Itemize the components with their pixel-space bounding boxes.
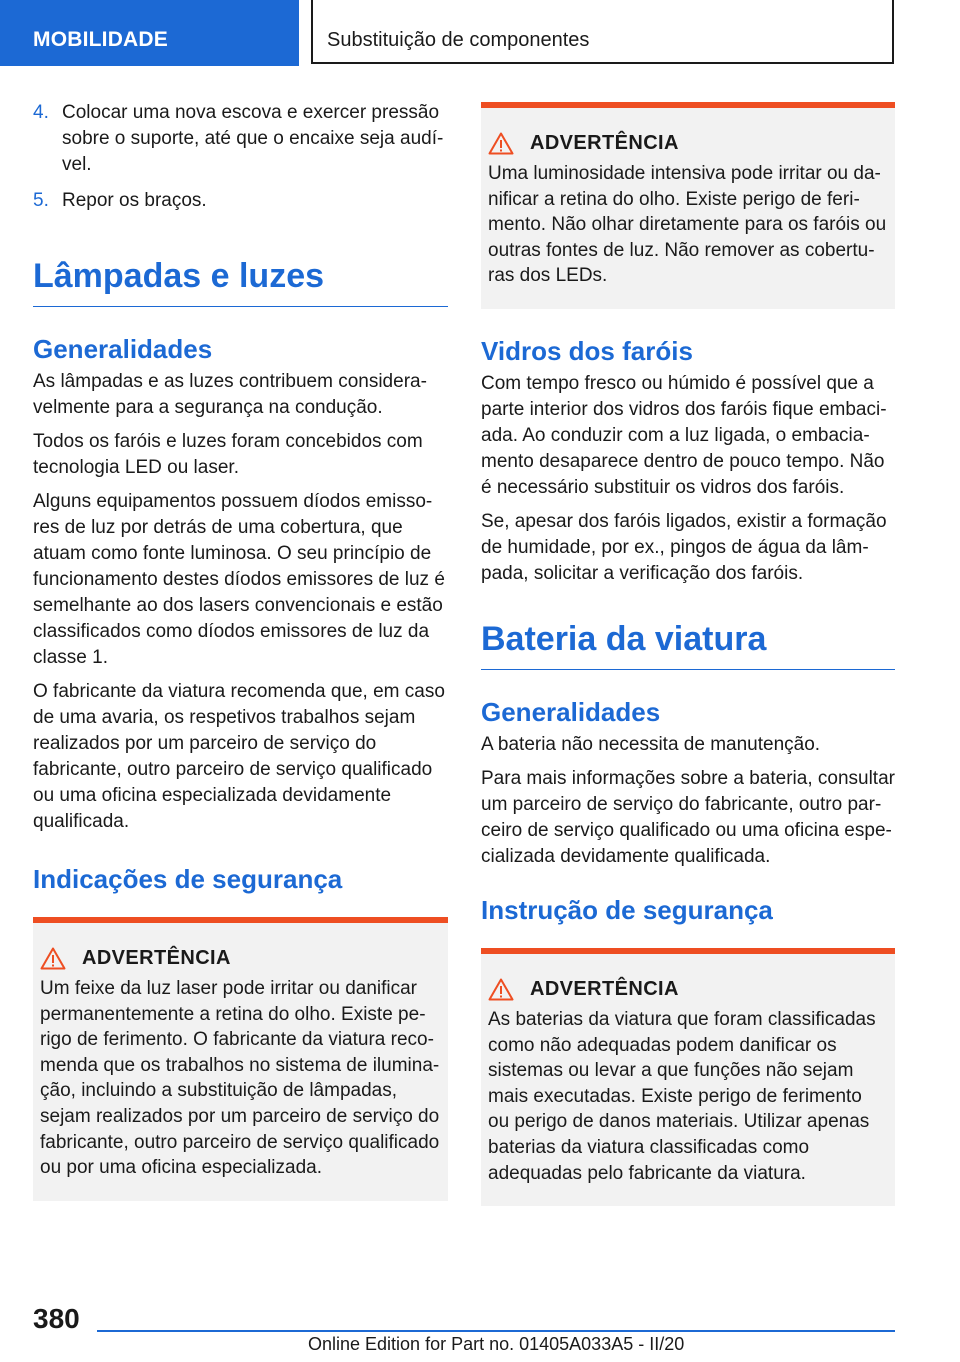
- subheading-safety: Instrução de segurança: [481, 894, 773, 925]
- step-text: Repor os braços.: [62, 190, 207, 211]
- step-number: 5.: [33, 190, 49, 211]
- edition-note: Online Edition for Part no. 01405A033A5 - II/20: [308, 1334, 685, 1354]
- warning-triangle-icon: [40, 947, 66, 970]
- warning-text: As baterias da viatura que foram classificadas como não adequadas podem danificar os sistemas ou levar a que funções não sejam mais executadas. Existe perigo de ferimento ou perigo de danos materiais. Utilizar apenas baterias da viatura classificadas como adequadas pelo fabricante da viatura.: [488, 1008, 876, 1184]
- warning-box: [33, 917, 448, 1201]
- subheading-headlight-glass: Vidros dos faróis: [481, 335, 693, 366]
- warning-box: [481, 948, 895, 1206]
- step-list: [33, 100, 448, 214]
- right-column: [481, 102, 895, 1206]
- paragraph: O fabricante da viatura recomenda que, em caso de uma avaria, os respetivos trabalhos sejam realizados por um parceiro de serviço do fabricante, outro parceiro de serviço qualificado ou uma oficina especializada devidamente qualificada.: [33, 681, 445, 832]
- page-number: 380: [33, 1303, 80, 1334]
- warning-title: ADVERTÊNCIA: [530, 132, 679, 154]
- section-tab: [0, 0, 299, 66]
- warning-header: [488, 978, 887, 1001]
- paragraph: Alguns equipamentos possuem díodos emissores de luz por detrás de uma cobertura, que atuam como fonte luminosa. O seu princípio de funcionamento destes díodos emissores de luz é semelhante ao dos lasers convencionais e estão classificados como díodos emissores de luz da classe 1.: [33, 491, 445, 668]
- warning-header: [40, 947, 440, 970]
- subheading-general: Generalidades: [33, 334, 213, 364]
- warning-title: ADVERTÊNCIA: [530, 977, 679, 1000]
- section-heading-battery: Bateria da viatura: [481, 619, 895, 670]
- left-column: [33, 100, 448, 1201]
- subheading-general: Generalidades: [481, 696, 661, 727]
- section-heading-lamps: Lâmpadas e luzes: [33, 256, 448, 307]
- section-title: MOBILIDADE: [33, 28, 168, 51]
- list-item: [33, 100, 448, 178]
- footer-divider: [97, 1330, 895, 1332]
- warning-text: Uma luminosidade intensiva pode irritar ou danificar a retina do olho. Existe perigo de ferimento. Não olhar diretamente para os faróis ou outras fontes de luz. Não remover as coberturas dos LEDs.: [488, 163, 887, 287]
- paragraph: Para mais informações sobre a bateria, consultar um parceiro de serviço do fabricante, outro parceiro de serviço qualificado ou uma oficina especializada devidamente qualificada.: [481, 767, 895, 867]
- subheading-safety: Indicações de segurança: [33, 864, 343, 894]
- warning-title: ADVERTÊNCIA: [82, 947, 231, 969]
- paragraph: A bateria não necessita de manutenção.: [481, 733, 821, 755]
- paragraph: Se, apesar dos faróis ligados, existir a formação de humidade, por ex., pingos de água da lâmpada, solicitar a verificação dos faróis.: [481, 510, 887, 584]
- paragraph: Todos os faróis e luzes foram concebidos com tecnologia LED ou laser.: [33, 431, 423, 478]
- warning-triangle-icon: [488, 132, 514, 155]
- warning-header: [488, 132, 887, 155]
- warning-text: Um feixe da luz laser pode irritar ou danificar permanentemente a retina do olho. Existe perigo de ferimento. O fabricante da viatura recomenda que os trabalhos no sistema de iluminação, incluindo a substituição de lâmpadas, sejam realizados por um parceiro de serviço do fabricante, outro parceiro de serviço qualificado ou por uma oficina especializada.: [40, 978, 440, 1179]
- warning-box: [481, 102, 895, 309]
- paragraph: As lâmpadas e as luzes contribuem consideravelmente para a segurança na condução.: [33, 371, 427, 418]
- step-number: 4.: [33, 102, 49, 123]
- step-text: Colocar uma nova escova e exercer pressão sobre o suporte, até que o encaixe seja audível.: [62, 102, 444, 175]
- chapter-tab: [311, 0, 894, 64]
- warning-triangle-icon: [488, 978, 514, 1001]
- paragraph: Com tempo fresco ou húmido é possível que a parte interior dos vidros dos faróis fique embaciada. Ao conduzir com a luz ligada, o embaciamento desaparece dentro de pouco tempo. Não é necessário substituir os vidros dos faróis.: [481, 372, 887, 498]
- chapter-title: Substituição de componentes: [327, 29, 590, 51]
- list-item: [33, 188, 448, 214]
